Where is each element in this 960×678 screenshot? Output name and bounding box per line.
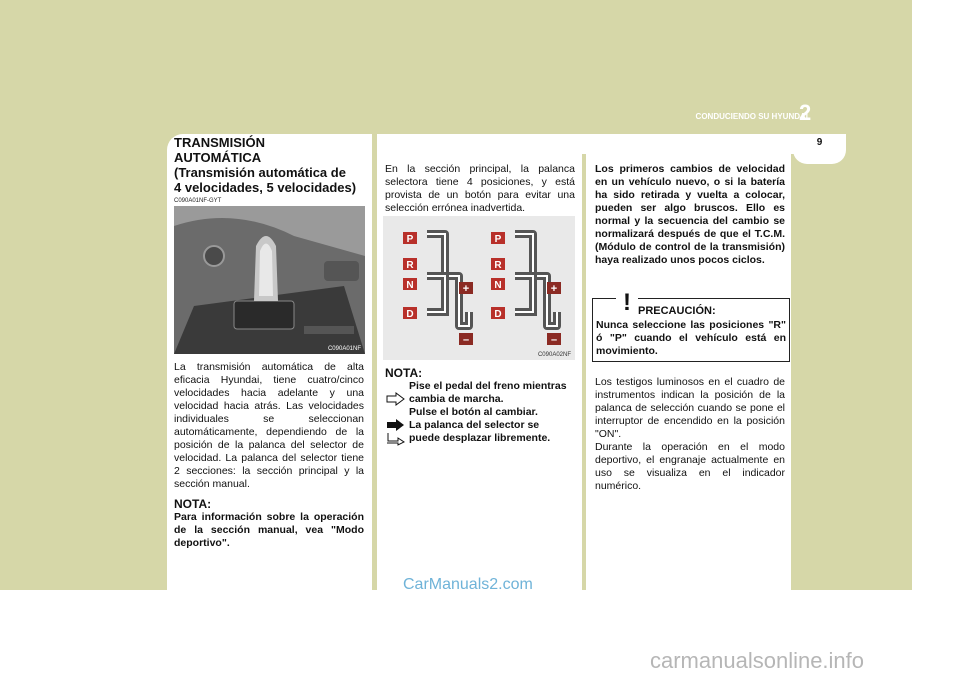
caution-text: Nunca seleccione las posiciones "R" ó "P" cuando el vehículo está en movimiento. [596, 319, 786, 357]
gear-lever-illustration [174, 206, 365, 354]
plus-label: + [550, 283, 558, 295]
indicator-paragraph: Los testigos luminosos en el cuadro de instrumentos indican la posición de la palanca de selección cuando se pone el interruptor de encendido en la posición "ON". Durante la operación en el modo deportivo, el engranaje actualmente en uso se visualiza en el indicador numérico. [595, 376, 785, 492]
gear-label: R [406, 260, 414, 271]
note-heading: NOTA: [174, 497, 212, 511]
gear-label: P [406, 234, 414, 245]
photo-code: C090A01NF [327, 346, 361, 352]
gear-label: D [406, 309, 414, 320]
shift-gate-illustration [383, 216, 575, 360]
caution-title: PRECAUCIÓN: [638, 305, 716, 317]
plus-label: + [462, 283, 470, 295]
caution-box [592, 289, 790, 362]
chapter-number: 2 [799, 100, 812, 125]
gear-label: R [494, 260, 502, 271]
arrow-return-icon [386, 432, 406, 446]
shift-pattern-diagram [383, 216, 575, 360]
minus-label: – [550, 334, 558, 346]
gear-label: N [494, 280, 502, 291]
gear-label: N [406, 280, 414, 291]
note-heading-2: NOTA: [385, 366, 423, 380]
note-text: Para información sobre la operación de la sección manual, vea "Modo deportivo". [174, 511, 364, 549]
columns-top-fill [377, 134, 797, 154]
warning-icon: ! [616, 289, 638, 317]
page-number: 9 [816, 137, 823, 148]
arrow-outline-icon [386, 392, 406, 406]
watermark-text: CarManuals2.com [403, 576, 533, 593]
arrow-filled-icon [386, 418, 406, 432]
diagram-code: C090A02NF [537, 352, 571, 358]
gear-label: D [494, 309, 502, 320]
footer-watermark: carmanualsonline.info [650, 648, 865, 673]
shift-gate-left [403, 232, 473, 346]
note-2-text: Pise el pedal del freno mientras cambia de marcha. Pulse el botón al cambiar. La palanca del selector se puede desplazar libremente. [409, 380, 567, 444]
section-heading: TRANSMISIÓN AUTOMÁTICA (Transmisión automática de 4 velocidades, 5 velocidades) [174, 135, 357, 195]
page-margin [912, 0, 960, 678]
shift-gate-right [491, 232, 561, 346]
reference-code: C090A01NF-GYT [174, 198, 222, 204]
main-section-paragraph: En la sección principal, la palanca selectora tiene 4 posiciones, y está provista de un botón para evitar una selección errónea inadvertida. [385, 163, 575, 214]
first-shifts-paragraph: Los primeros cambios de velocidad en un vehículo nuevo, o si la batería ha sido retirada y vuelta a colocar, pueden ser algo bruscos. Ello es normal y la secuencia del cambio se normalizará después de que el T.C.M. (Módulo de control de la transmisión) haya realizado unos pocos ciclos. [595, 163, 785, 266]
section-title: CONDUCIENDO SU HYUNDAI [695, 112, 808, 121]
gear-lever-photo [174, 206, 365, 354]
minus-label: – [462, 334, 470, 346]
gear-label: P [494, 234, 502, 245]
intro-paragraph: La transmisión automática de alta eficacia Hyundai, tiene cuatro/cinco velocidades hacia adelante y una velocidad hacia atrás. Las velocidades individuales se seleccionan automáticamente, dependiendo de la posición de la palanca del selector de velocidad. La palanca del selector tiene 2 secciones: la sección principal y la sección manual. [174, 361, 364, 490]
